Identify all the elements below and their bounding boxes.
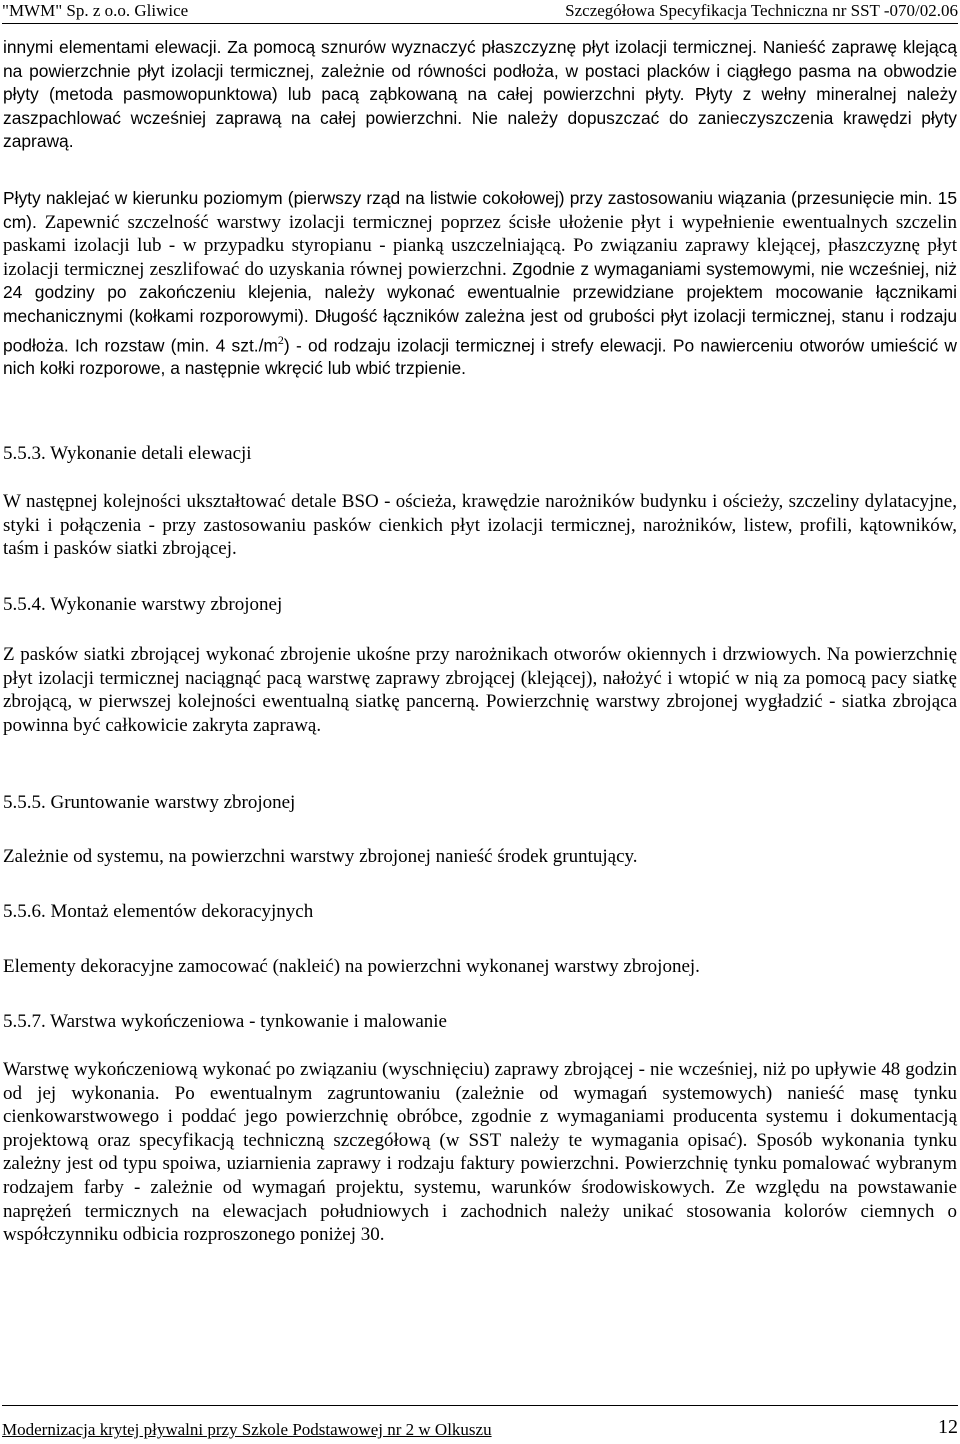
header-company: "MWM" Sp. z o.o. Gliwice — [2, 1, 189, 20]
section-heading-554: 5.5.4. Wykonanie warstwy zbrojonej — [3, 594, 283, 615]
paragraph-mounting-part-d: ) - od rodzaju izolacji termicznej i strefy elewacji. Po nawierceniu otworów umieścić w nich kołki rozporowe, a następnie wkręcić lub wbić trzpienie. — [3, 334, 957, 379]
section-body — [3, 36, 957, 154]
superscript-2: 2 — [277, 332, 284, 347]
section-heading-557: 5.5.7. Warstwa wykończeniowa - tynkowanie i malowanie — [3, 1011, 447, 1032]
section-557 — [3, 1010, 957, 1034]
section-556-body — [3, 955, 957, 979]
paragraph-adhesive: innymi elementami elewacji. Za pomocą sznurów wyznaczyć płaszczyznę płyt izolacji termicznej. Nanieść zaprawę klejącą na powierzchnie płyt izolacji termicznej, zależnie od równości podłoża, w postaci placków i ciągłego pasma na obwodzie płyty (metoda pasmowopunktowa) lub pacą ząbkowaną na całej powierzchni płyty. Płyty z wełny mineralnej należy zaszpachlować wcześniej zaprawą na całej powierzchni. Nie należy dopuszczać do zanieczyszczenia krawędzi płyty zaprawą. — [3, 37, 957, 152]
paragraph-mounting — [3, 187, 957, 381]
paragraph-mounting-part-a: Płyty naklejać w kierunku poziomym (pierwszy rząd na listwie cokołowej) przy zastosowaniu wiązania (przesunięcie min. 15 cm). — [3, 188, 957, 232]
section-553 — [3, 442, 957, 466]
section-heading-553: 5.5.3. Wykonanie detali elewacji — [3, 443, 252, 464]
section-554-body — [3, 643, 957, 737]
paragraph-557: Warstwę wykończeniową wykonać po związaniu (wyschnięciu) zaprawy zbrojącej - nie wcześniej, niż po upływie 48 godzin od jej wykonania. Po ewentualnym zagruntowaniu (zależnie od wymagań systemowych) nanieść masę tynku cienkowarstwowego i poddać jego powierzchnię obróbce, zgodnie z wymaganiami producenta systemu i dokumentacją projektową oraz specyfikacją techniczną szczegółową (w SST należy te wymagania opisać). Sposób wykonania tynku zależny jest od typu spoiwa, uziarnienia zaprawy i rodzaju faktury powierzchni. Powierzchnię tynku pomalować wybranym rodzajem farby - zależnie od wymagań projektu, systemu, warunków środowiskowych. Ze względu na powstawanie naprężeń termicznych na elewacjach południowych i zachodnich należy unikać stosowania kolorów ciemnych o współczynniku odbicia rozproszonego poniżej 30. — [3, 1059, 957, 1246]
page-number: 12 — [938, 1416, 958, 1438]
header-rule — [2, 23, 958, 24]
section-body — [3, 187, 957, 381]
page-footer — [2, 1416, 958, 1442]
section-heading-556: 5.5.6. Montaż elementów dekoracyjnych — [3, 901, 314, 922]
paragraph-554: Z pasków siatki zbrojącej wykonać zbrojenie ukośne przy narożnikach otworów okiennych i drzwiowych. Na powierzchnię płyt izolacji termicznej naciągnąć pacą warstwę zaprawy zbrojącej (klejącej), nałożyć i wtopić w nią za pomocą pacy siatkę zbrojącą, w pierwszej kolejności ewentualną siatkę pancerną. Powierzchnię warstwy zbrojonej wygładzić - siatka zbrojąca powinna być całkowicie zakryta zaprawą. — [3, 644, 957, 736]
section-554 — [3, 593, 957, 617]
paragraph-mounting-part-c: Zgodnie z wymaganiami systemowymi, nie wcześniej, niż 24 godziny po zakończeniu klejenia, należy wykonać ewentualnie przewidziane projektem mocowanie łącznikami mechanicznymi (kołkami rozporowymi). Długość łączników zależna jest od grubości płyt izolacji termicznej, stanu i rodzaju podłoża. Ich rozstaw (min. 4 szt./m — [3, 258, 957, 355]
paragraph-555: Zależnie od systemu, na powierzchni warstwy zbrojonej nanieść środek gruntujący. — [3, 846, 638, 867]
section-555 — [3, 791, 957, 815]
footer-rule — [2, 1405, 958, 1406]
section-555-body — [3, 845, 957, 869]
paragraph-mounting-part-b: Zapewnić szczelność warstwy izolacji termicznej poprzez ścisłe ułożenie płyt i wypełnienie ewentualnych szczelin paskami izolacji lub - w przypadku styropianu - pianką uszczelniającą. Po związaniu zaprawy klejącej, płaszczyznę płyt izolacji termicznej zeszlifować do uzyskania równej powierzchni. — [3, 211, 957, 280]
section-heading-555: 5.5.5. Gruntowanie warstwy zbrojonej — [3, 792, 296, 813]
paragraph-556: Elementy dekoracyjne zamocować (naklеić) na powierzchni wykonanej warstwy zbrojonej. — [3, 956, 700, 977]
section-557-body — [3, 1058, 957, 1247]
page-header — [2, 0, 958, 22]
paragraph-553: W następnej kolejności ukształtować detale BSO - ościeża, krawędzie narożników budynku i ościeży, szczeliny dylatacyjne, styki i połączenia - przy zastosowaniu pasków cienkich płyt izolacji termicznej, narożników, listew, profili, kątowników, taśm i pasków siatki zbrojącej. — [3, 491, 957, 560]
section-556 — [3, 900, 957, 924]
section-553-body — [3, 490, 957, 561]
header-spec-title: Szczegółowa Specyfikacja Techniczna nr SST -070/02.06 — [565, 1, 958, 20]
footer-project-title: Modernizacja krytej pływalni przy Szkole Podstawowej nr 2 w Olkuszu — [2, 1420, 492, 1439]
